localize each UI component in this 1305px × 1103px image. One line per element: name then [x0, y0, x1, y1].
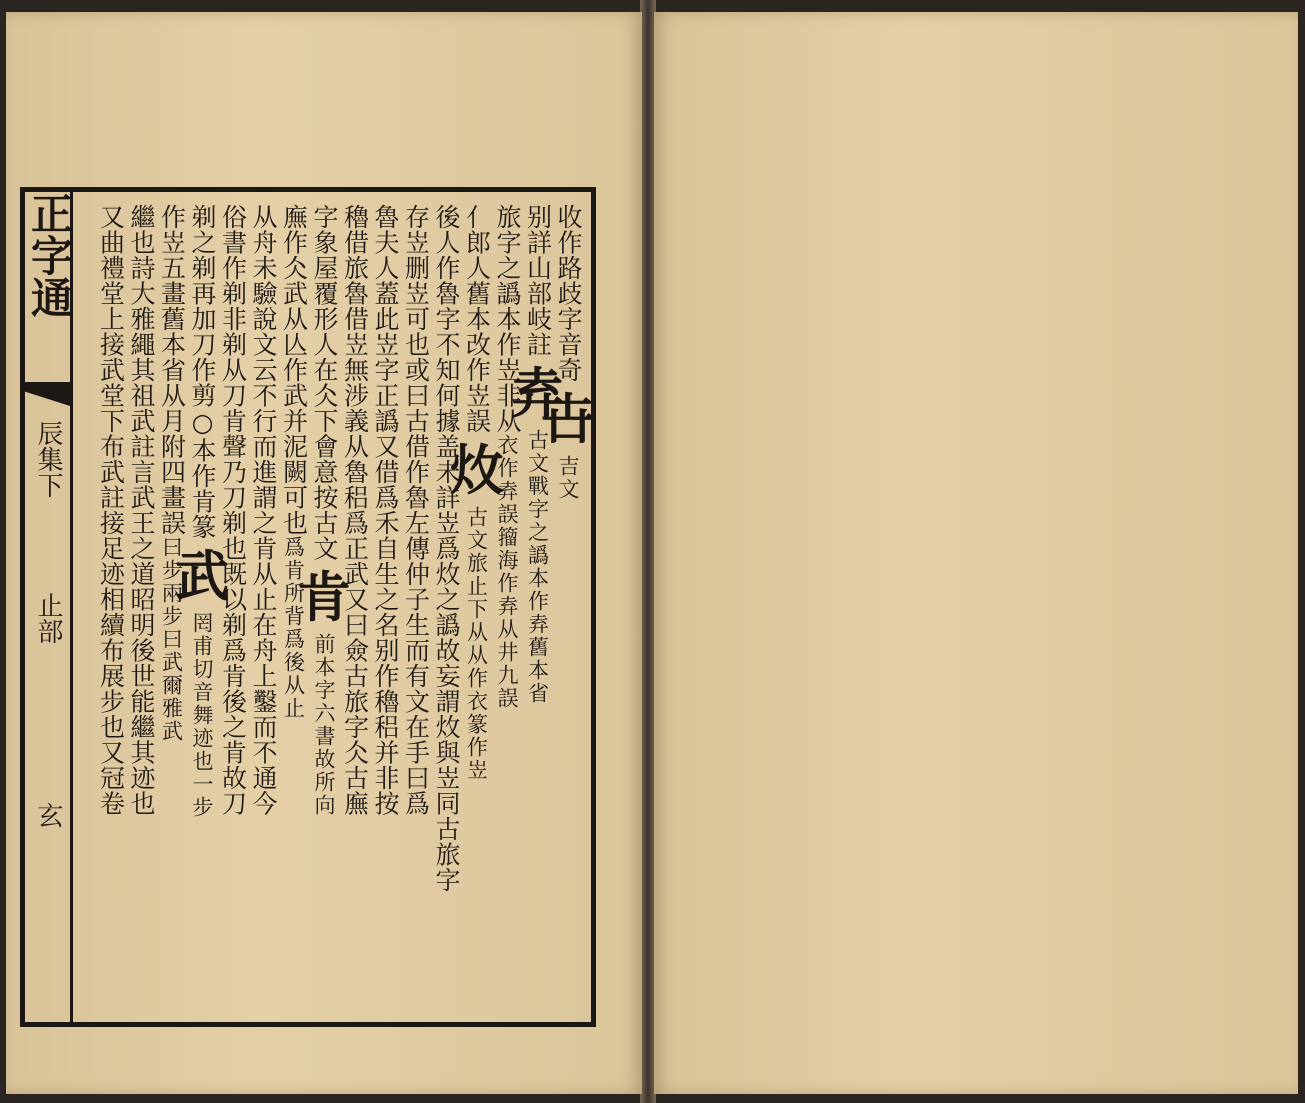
- volume-label: 辰集下: [33, 420, 63, 498]
- left-column: [175, 204, 229, 819]
- left-column-text: 字象屋覆形人在仌下會意按古文: [310, 204, 339, 561]
- left-column-text: 别詳山部岐註: [523, 204, 553, 357]
- left-column: [96, 204, 126, 816]
- left-column-annotation: 罔甫切音舞迹也一步: [190, 611, 214, 819]
- left-column-annotation: 前本字六書故所向: [312, 633, 336, 817]
- left-column-text: 穭借旅魯借岦無涉義从魯稆爲正武又曰僉古旅字仌古廡: [340, 204, 370, 816]
- left-column-text: 旅字之譌本作岦非从: [493, 204, 522, 434]
- left-column: [279, 204, 309, 720]
- left-page: [6, 12, 642, 1094]
- headword-character: 卋: [541, 386, 595, 451]
- left-column: [449, 204, 504, 782]
- left-column: [157, 204, 187, 743]
- section-label: 止部: [33, 592, 63, 644]
- left-column-text: 存岦删岦可也或曰古借作魯左傳仲子生而有文在手曰爲: [401, 204, 431, 816]
- left-column: [510, 204, 565, 705]
- headword-character: 肯: [297, 565, 351, 629]
- left-column-annotation: 古文旅止下从从作衣篆作岦: [464, 505, 489, 782]
- left-column-text: 魯夫人蓋此岦字正譌又借爲禾自生之名别作穭稆并非按: [371, 204, 400, 816]
- left-column-text: 剃之剃再加刀作剪○本作肯篆: [188, 204, 217, 540]
- left-column-text: 亻郎人舊本改作岦誤: [462, 204, 492, 434]
- left-column: [370, 204, 400, 816]
- left-column-text: 後人作魯字不知何據盖未詳岦爲炇之譌故妄謂炇與岦同古旅字: [432, 204, 461, 893]
- left-column: [218, 204, 248, 816]
- left-page-frame: [20, 187, 596, 1027]
- left-column-text: 从舟未驗說文云不行而進謂之肯从止在舟上鑿而不通今: [249, 204, 278, 816]
- leaf-number: 玄: [33, 802, 63, 828]
- fish-tail-mark: [25, 382, 70, 406]
- left-column-text: 作岦五畫舊本省从月附四畫誤: [157, 204, 187, 536]
- left-column-annotation: 吉文: [556, 454, 580, 501]
- headword-character: 炇: [449, 437, 504, 502]
- left-column-text: 繼也詩大雅繩其祖武註言武王之道昭明後世能繼其迹也: [127, 204, 156, 816]
- left-column-annotation: 古文戰字之譌本作弆舊本省: [525, 429, 550, 705]
- headword-character: 弆: [510, 361, 565, 425]
- left-column-text: 收作路歧字音奇: [554, 204, 583, 383]
- left-column: [541, 204, 595, 501]
- left-column-text: 俗書作剃非剃从刀肯聲乃刀剃也既以剃爲肯後之肯故刀: [218, 204, 248, 816]
- left-column: [431, 204, 461, 893]
- left-column: [297, 204, 351, 817]
- left-column: [401, 204, 431, 816]
- left-column-annotation: 爲肯所背爲後从止: [281, 535, 306, 720]
- left-column: [126, 204, 156, 816]
- left-column-annotation: 曰步兩步曰武爾雅武: [159, 535, 184, 743]
- banxin-strip: [25, 192, 73, 1022]
- left-column-text: 廡作仌武从亾作武并泥闕可也: [279, 204, 309, 536]
- left-column: [340, 204, 370, 816]
- left-column-annotation: 衣作弆誤籀海作弆从井九誤: [495, 433, 519, 710]
- headword-character: 武: [175, 543, 229, 608]
- left-column-text: 又曲禮堂上接武堂下布武註接足迹相續布展步也又冠卷: [96, 204, 126, 816]
- right-page: [654, 12, 1298, 1094]
- banxin-title: 正字通: [25, 192, 74, 318]
- left-column: [248, 204, 278, 816]
